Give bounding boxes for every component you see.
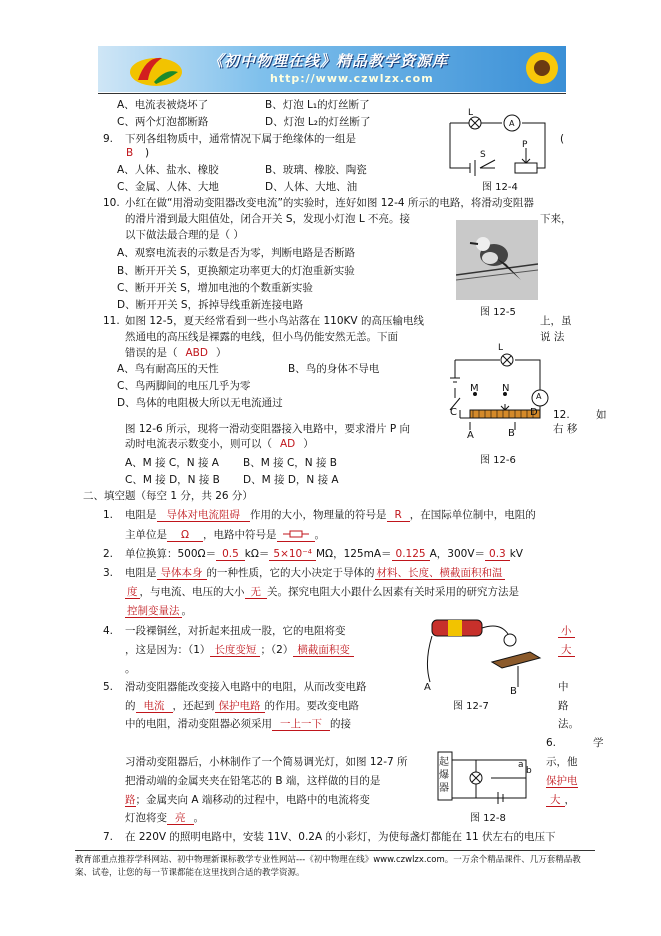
fig12-6-label-m: M	[470, 383, 479, 394]
q10-text-2: 的滑片滑到最大阻值处，闭合开关 S，发现小灯泡 L 不亮。接	[125, 213, 411, 225]
banner-rule	[98, 93, 566, 94]
f3-t3: ，与电流、电压的大小	[139, 586, 245, 598]
f5-text-1: 滑动变阻器能改变接入电路中的电阻，从而改变电路	[125, 681, 367, 693]
q11-option-d: D、鸟体的电阻极大所以无电流通过	[117, 397, 283, 409]
f4-answer-2: 长度变短	[210, 644, 260, 657]
figure-12-6-circuit	[445, 340, 555, 440]
banner-title: 《初中物理在线》精品教学资源库	[208, 52, 449, 70]
f2-answer-3: 0.125	[392, 548, 430, 561]
f4-t2: ，这是因为：（1）	[125, 644, 211, 656]
f1-line-2	[125, 528, 325, 542]
q12-text-2a: 动时电流表示数变小，则可以（	[125, 438, 272, 450]
f1-t5: ，电路中符号是	[203, 529, 277, 541]
f6-right-2: 保护电	[546, 775, 578, 787]
fig12-6-label-b: B	[508, 428, 515, 439]
f6-line-5	[125, 811, 204, 825]
f5-text-6b: 法。	[558, 718, 579, 730]
fig12-7-label-b: B	[510, 686, 517, 697]
fig12-4-label-a: A	[509, 119, 515, 128]
f2-number: 2.	[103, 548, 114, 560]
f2-answer-2: 5×10⁻⁴	[269, 548, 316, 561]
figure-12-8-circuit	[436, 748, 536, 808]
f4-t3: ；（2）	[260, 644, 294, 656]
f2-line	[125, 547, 523, 561]
fig12-8-label-b: b	[526, 766, 532, 776]
f3-answer-2: 材料、长度、横截面积和温	[376, 567, 503, 579]
f4-text-1: 一段裸铜丝，对折起来扭成一股，它的电阻将变	[125, 625, 346, 637]
f6-t5: 灯泡将变	[125, 812, 167, 824]
f2-answer-1: 0.5	[216, 548, 245, 561]
header-banner	[98, 46, 566, 92]
f1-number: 1.	[103, 509, 114, 521]
f3-t2: 的一种性质，它的大小决定于导体的	[206, 567, 375, 579]
q8-option-c: C、两个灯泡都断路	[117, 116, 209, 128]
f5-text-1b: 中	[558, 681, 569, 693]
banner-url: http://www.czwlzx.com	[270, 72, 434, 85]
q9-option-c: C、金属、人体、大地	[117, 181, 219, 193]
q11-text-3	[125, 346, 226, 360]
f2-t1: 单位换算：500Ω＝	[125, 548, 217, 560]
f6-number: 6.	[546, 737, 557, 749]
fig12-6-label-a: A	[467, 430, 474, 441]
q10-option-c: C、断开开关 S，增加电池的个数重新实验	[117, 282, 313, 294]
f3-answer-1: 导体本身	[157, 567, 207, 580]
f1-t4: 主单位是	[125, 529, 167, 541]
logo-icon	[126, 50, 186, 90]
f3-line-3	[125, 604, 192, 618]
f6-right-1: 示，他	[546, 756, 578, 768]
f2-answer-4: 0.3	[485, 548, 510, 561]
q11-text-3a: 错误的是（	[125, 347, 178, 359]
section-2-heading: 二、填空题（每空 1 分，共 26 分）	[83, 490, 253, 502]
q8-option-d: D、灯泡 L₂的灯丝断了	[265, 116, 371, 128]
q12-option-c: C、M 接 D，N 接 B	[125, 474, 220, 486]
f3-answer-4: 无	[245, 586, 268, 599]
f3-number: 3.	[103, 567, 114, 579]
f5-number: 5.	[103, 681, 114, 693]
q12-right-2: 右 移	[553, 423, 578, 435]
fig12-7-caption: 图 12-7	[453, 701, 489, 712]
f4-line-2	[125, 643, 354, 657]
f1-answer-1: 导体对电流阻碍	[157, 509, 251, 522]
figure-12-5-bird-photo	[456, 220, 538, 300]
f1-t6: 。	[314, 529, 326, 541]
q12-option-a: A、M 接 C，N 接 A	[125, 457, 219, 469]
figure-12-7-dimmer	[420, 612, 550, 692]
f5-t2: 的	[125, 700, 136, 712]
f6-right-3: 大	[546, 794, 565, 807]
q11-option-c: C、鸟两脚间的电压几乎为零	[117, 380, 251, 392]
f3-t4: 关。探究电阻大小跟什么因素有关时采用的研究方法是	[267, 586, 519, 598]
q9-number: 9.	[103, 133, 114, 145]
f6-text-1: 习滑动变阻器后，小林制作了一个简易调光灯，如图 12-7 所	[125, 756, 408, 768]
fig12-5-caption: 图 12-5	[480, 307, 516, 318]
fig12-4-label-p: P	[522, 140, 528, 150]
f3-t5: 。	[181, 605, 192, 617]
f4-answer-3: 横截面积变	[293, 644, 354, 657]
f6-answer-1: 亮	[167, 812, 194, 825]
q10-text-1: 小红在做“用滑动变阻器改变电流”的实验时，连好如图 12-4 所示的电路，将滑动变阻器	[125, 197, 534, 209]
q12-option-d: D、M 接 D，N 接 A	[243, 474, 339, 486]
f2-t2: kΩ＝	[244, 548, 270, 560]
q12-answer: AD	[280, 438, 296, 450]
q11-number: 11.	[103, 315, 120, 327]
fig12-7-label-a: A	[424, 682, 431, 693]
fig12-6-label-l: L	[498, 343, 504, 353]
f5-text-4b: 路	[558, 700, 569, 712]
f5-answer-1: 电流	[136, 700, 173, 713]
f1-line-1	[125, 508, 536, 522]
fig12-6-label-c: C	[450, 407, 457, 418]
f5-line-2	[125, 699, 359, 713]
q9-option-d: D、人体、大地、油	[265, 181, 358, 193]
f6-t6: 。	[193, 812, 204, 824]
figure-12-4-circuit	[440, 108, 560, 178]
f5-t4: 的作用。要改变电路	[264, 700, 359, 712]
f4-t4: 。	[125, 663, 136, 675]
f2-t4: A，300V＝	[429, 548, 486, 560]
q10-option-a: A、观察电流表的示数是否为零，判断电路是否断路	[117, 247, 356, 259]
f3-answer-5: 控制变量法	[127, 605, 180, 617]
q11-text-2: 然通电的高压线是裸露的电线，但小鸟仍能安然无恙。下面	[125, 331, 398, 343]
footer-text: 教育部重点推荐学科网站、初中物理新课标教学专业性网站---《初中物理在线》www.czwlzx.com。一万余个精品课件、几万套精品教案、试卷，让您的每一节课都能在这里找到合适的教学资源。	[75, 855, 581, 878]
q9-answer: B	[126, 147, 134, 159]
fig12-8-label-detonator: 起爆器	[439, 757, 449, 794]
q10-text-2b: 下来，	[540, 213, 572, 225]
q12-option-b: B、M 接 C，N 接 B	[243, 457, 338, 469]
f1-t2: 作用的大小，物理量的符号是	[250, 509, 387, 521]
resistor-icon	[283, 530, 309, 538]
f3-line-2	[125, 585, 519, 599]
f6-t3: 路	[125, 794, 136, 806]
fig12-6-label-d: D	[530, 407, 538, 418]
q9-option-a: A、人体、盐水、橡胶	[117, 164, 219, 176]
f3-answer-3: 度	[127, 586, 138, 598]
q11-text-2b: 说 法	[540, 331, 565, 343]
q12-text-2	[125, 437, 314, 451]
f3-line-1	[125, 566, 505, 580]
q10-option-d: D、断开开关 S，拆掉导线重新连接电路	[117, 299, 304, 311]
q11-text-1b: 上，虽	[540, 315, 572, 327]
fig12-6-label-a-meter: A	[536, 392, 542, 401]
q11-text-1: 如图 12-5，夏天经常看到一些小鸟站落在 110KV 的高压输电线	[125, 315, 424, 327]
f5-t3: ，还起到	[172, 700, 215, 712]
f6-line-3	[125, 793, 370, 807]
f3-t1: 电阻是	[125, 567, 157, 579]
f1-t1: 电阻是	[125, 509, 157, 521]
q9-text: 下列各组物质中，通常情况下属于绝缘体的一组是	[125, 133, 356, 145]
f5-answer-3: 一上一下	[272, 718, 330, 731]
q11-option-a: A、鸟有耐高压的天性	[117, 363, 219, 375]
q12-text-1: 图 12-6 所示，现将一滑动变阻器接入电路中，要求滑片 P 向	[125, 423, 411, 435]
f4-right-2	[558, 643, 575, 657]
q12-number: 12.	[553, 409, 570, 421]
fig12-4-label-l: L	[468, 108, 474, 118]
fig12-8-label-a: a	[518, 760, 524, 770]
f5-t6: 的接	[330, 718, 351, 730]
f6-right-3b: ，	[564, 794, 575, 806]
q8-option-a: A、电流表被烧坏了	[117, 99, 209, 111]
q11-answer: ABD	[185, 347, 208, 359]
fig12-8-caption: 图 12-8	[470, 813, 506, 824]
f7-text-1: 在 220V 的照明电路中，安装 11V、0.2A 的小彩灯，为使每盏灯都能在 11 伏左右的电压下	[125, 831, 556, 843]
f4-answer-4: 大	[558, 644, 575, 657]
q9-option-b: B、玻璃、橡胶、陶瓷	[265, 164, 367, 176]
fig12-4-label-s: S	[480, 150, 486, 160]
fig12-4-caption: 图 12-4	[482, 182, 518, 193]
f5-answer-2: 保护电路	[215, 700, 265, 713]
q12-text-2c: ）	[303, 438, 314, 450]
f4-number: 4.	[103, 625, 114, 637]
fig12-6-label-n: N	[502, 383, 510, 394]
q12-right-1: 如	[596, 409, 607, 421]
f4-right-1	[558, 624, 575, 638]
f6-t4: ；金属夹向 A 端移动的过程中，电路中的电流将变	[135, 794, 370, 806]
fig12-6-caption: 图 12-6	[480, 455, 516, 466]
f1-answer-3: Ω	[167, 529, 203, 542]
f7-number: 7.	[103, 831, 114, 843]
f4-answer-1: 小	[558, 625, 575, 638]
f1-answer-2: R	[387, 509, 410, 522]
q8-option-b: B、灯泡 L₁的灯丝断了	[265, 99, 370, 111]
f6-right-0: 学	[593, 737, 604, 749]
f1-t3: ，在国际单位制中，电阻的	[409, 509, 536, 521]
f2-t5: kV	[509, 548, 523, 560]
f5-t5: 中的电阻，滑动变阻器必须采用	[125, 718, 272, 730]
f6-text-2: 把滑动端的金属夹夹在铅笔芯的 B 端，这样做的目的是	[125, 775, 381, 787]
q11-option-b: B、鸟的身体不导电	[288, 363, 380, 375]
q11-text-3c: ）	[215, 347, 227, 359]
q10-number: 10.	[103, 197, 120, 209]
q10-option-b: B、断开开关 S，更换额定功率更大的灯泡重新实验	[117, 265, 355, 277]
resistor-symbol-icon	[277, 529, 315, 542]
q10-text-3: 以下做法最合理的是（ ）	[125, 229, 244, 241]
footer-rule	[75, 850, 595, 851]
f6-right-2-wrap	[546, 774, 578, 788]
q9-paren-close: )	[145, 147, 150, 159]
f5-line-3	[125, 717, 351, 731]
f6-right-3-wrap	[546, 793, 575, 807]
f2-t3: MΩ，125mA＝	[315, 548, 392, 560]
q9-paren-open: (	[560, 133, 565, 145]
sunflower-icon	[518, 46, 566, 92]
